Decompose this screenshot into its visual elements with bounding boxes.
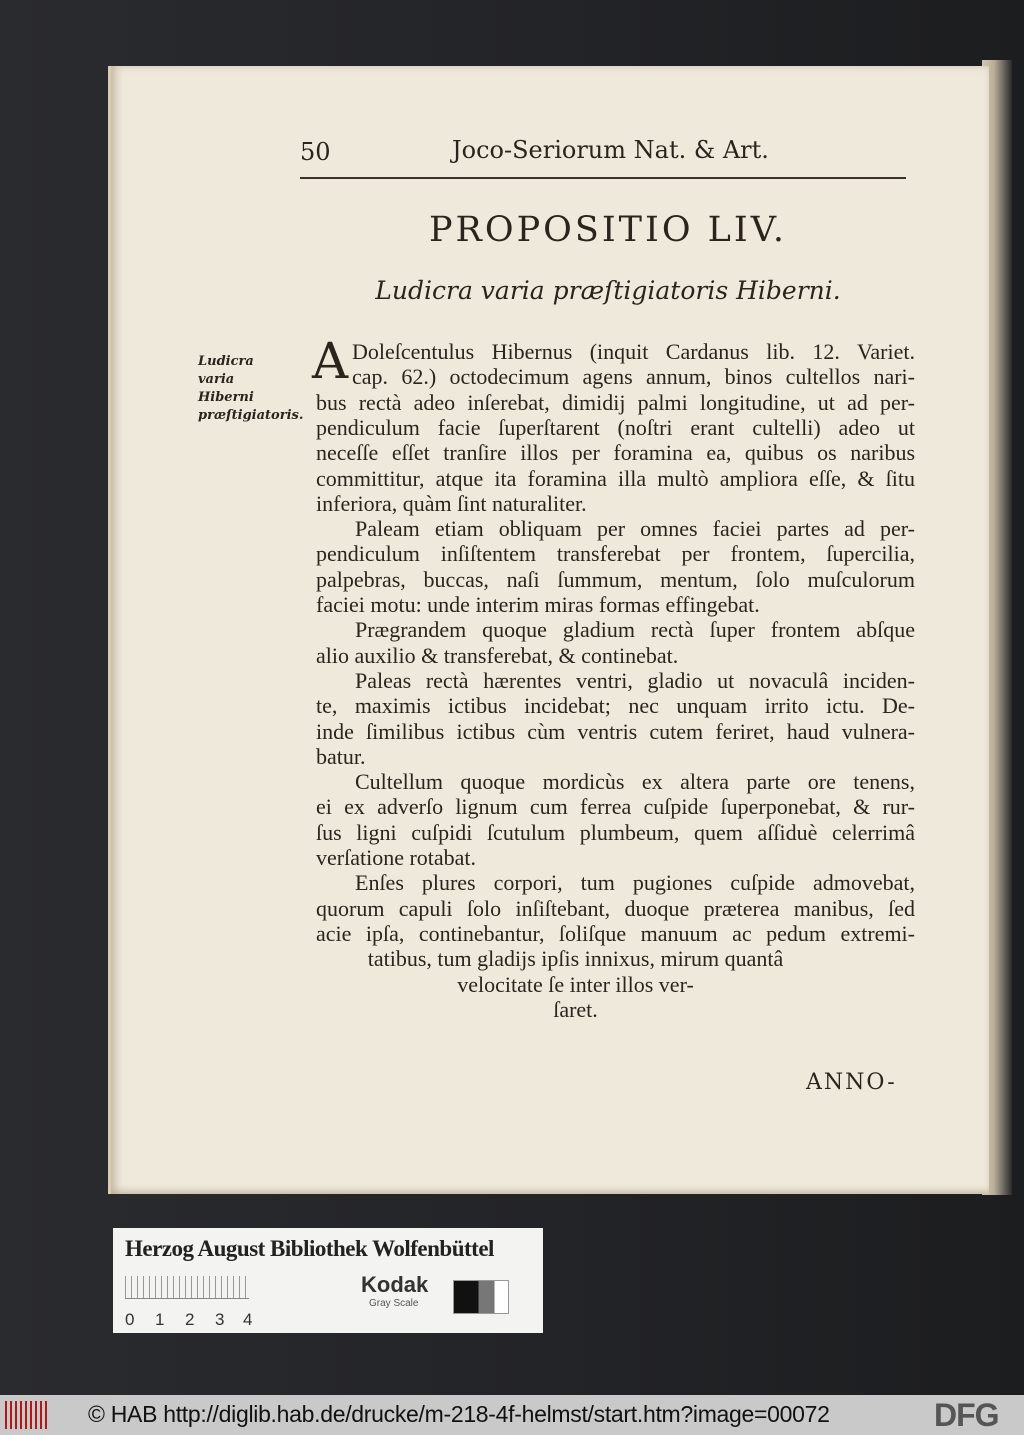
text-line: velocitate ſe inter illos ver- (457, 971, 694, 997)
running-head: Joco-Seriorum Nat. & Art. (452, 136, 769, 164)
page-title: PROPOSITIO LIV. (429, 210, 787, 250)
text-line: ei ex adverſo lignum cum ferrea cuſpide ſuperponebat, & rur- (316, 794, 915, 820)
text-line: inde ſimilibus ictibus cùm ventris cutem feriret, haud vulnera- (316, 718, 915, 744)
text-line: pendiculum facie ſuperſtarent (noſtri erant cultelli) adeo ut (316, 414, 915, 440)
library-label (113, 1228, 543, 1333)
text-line: batur. (316, 743, 366, 769)
text-line: cap. 62.) octodecimum agens annum, binos cultellos nari- (352, 364, 915, 390)
text-line: bus rectà adeo inſerebat, dimidij palmi longitudine, ut ad per- (316, 389, 915, 415)
footer-bar (0, 1395, 1024, 1435)
kodak-brand: Kodak (361, 1272, 429, 1297)
text-line: acie ipſa, continebantur, ſoliſque manuum ac pedum extremi- (316, 920, 915, 946)
library-name: Herzog August Bibliothek Wolfenbüttel (125, 1236, 494, 1261)
text-line: quorum capuli ſolo inſiſtebant, duoque præterea manibus, ſed (316, 895, 915, 921)
text-line: Doleſcentulus Hibernus (inquit Cardanus lib. 12. Variet. (352, 339, 915, 364)
page-number: 50 (300, 138, 331, 166)
copyright-url[interactable]: © HAB http://diglib.hab.de/drucke/m-218-4f-helmst/start.htm?image=00072 (88, 1401, 830, 1427)
text-line: verſatione rotabat. (316, 845, 477, 870)
text-line: committitur, atque ita foramina illa multò ampliora eſſe, & ſitu (316, 465, 915, 491)
gray-scale-swatch (453, 1280, 509, 1314)
text-line: Cultellum quoque mordicùs ex altera parte ore tenens, (355, 769, 915, 795)
text-line: pendiculum inſiſtentem transferebat per frontem, ſupercilia, (316, 541, 915, 567)
text-line: ſus ligni cuſpidi ſcutulum plumbeum, quem aſſiduè celerrimâ (316, 819, 915, 845)
ruler-number: 0 (125, 1310, 135, 1329)
text-line: Paleas rectà hærentes ventri, gladio ut novaculâ inciden- (355, 667, 915, 693)
ruler-number: 1 (155, 1310, 165, 1329)
gray-scale-label: Gray Scale (369, 1298, 419, 1309)
text-line: tatibus, tum gladijs ipſis innixus, mirum quantâ (367, 946, 784, 972)
header-rule (300, 177, 906, 179)
text-line: Prægrandem quoque gladium rectà ſuper frontem abſque (355, 617, 915, 643)
ruler-number: 3 (215, 1310, 225, 1329)
text-line: palpebras, buccas, naſi ſummum, mentum, ſolo muſculorum (316, 566, 915, 592)
page-subtitle: Ludicra varia præſtigiatoris Hiberni. (375, 276, 841, 305)
ruler-number: 4 (243, 1310, 253, 1329)
margin-note: Ludicra varia Hiberni præſtigiatoris. (198, 354, 304, 423)
catchword: ANNO- (806, 1070, 897, 1095)
text-line: inferiora, quàm ſint naturaliter. (316, 490, 587, 516)
ruler-scale (125, 1276, 249, 1299)
text-line: ſaret. (553, 996, 598, 1022)
text-line: neceſſe eſſet tranſire illos per foramina ea, quibus os naribus (316, 440, 915, 466)
hab-logo-icon (5, 1401, 49, 1429)
ruler-number: 2 (185, 1310, 195, 1329)
drop-cap: A (312, 332, 349, 390)
text-line: Enſes plures corpori, tum pugiones cuſpide admovebat, (355, 870, 915, 896)
text-line: Paleam etiam obliquam per omnes faciei partes ad per- (355, 516, 915, 542)
text-line: te, maximis ictibus incidebat; nec unquam irrito ictu. De- (316, 693, 915, 719)
dfg-logo: DFG (934, 1397, 999, 1433)
text-line: faciei motu: unde interim miras formas effingebat. (316, 592, 760, 617)
text-line: alio auxilio & transferebat, & continebat. (316, 642, 679, 668)
